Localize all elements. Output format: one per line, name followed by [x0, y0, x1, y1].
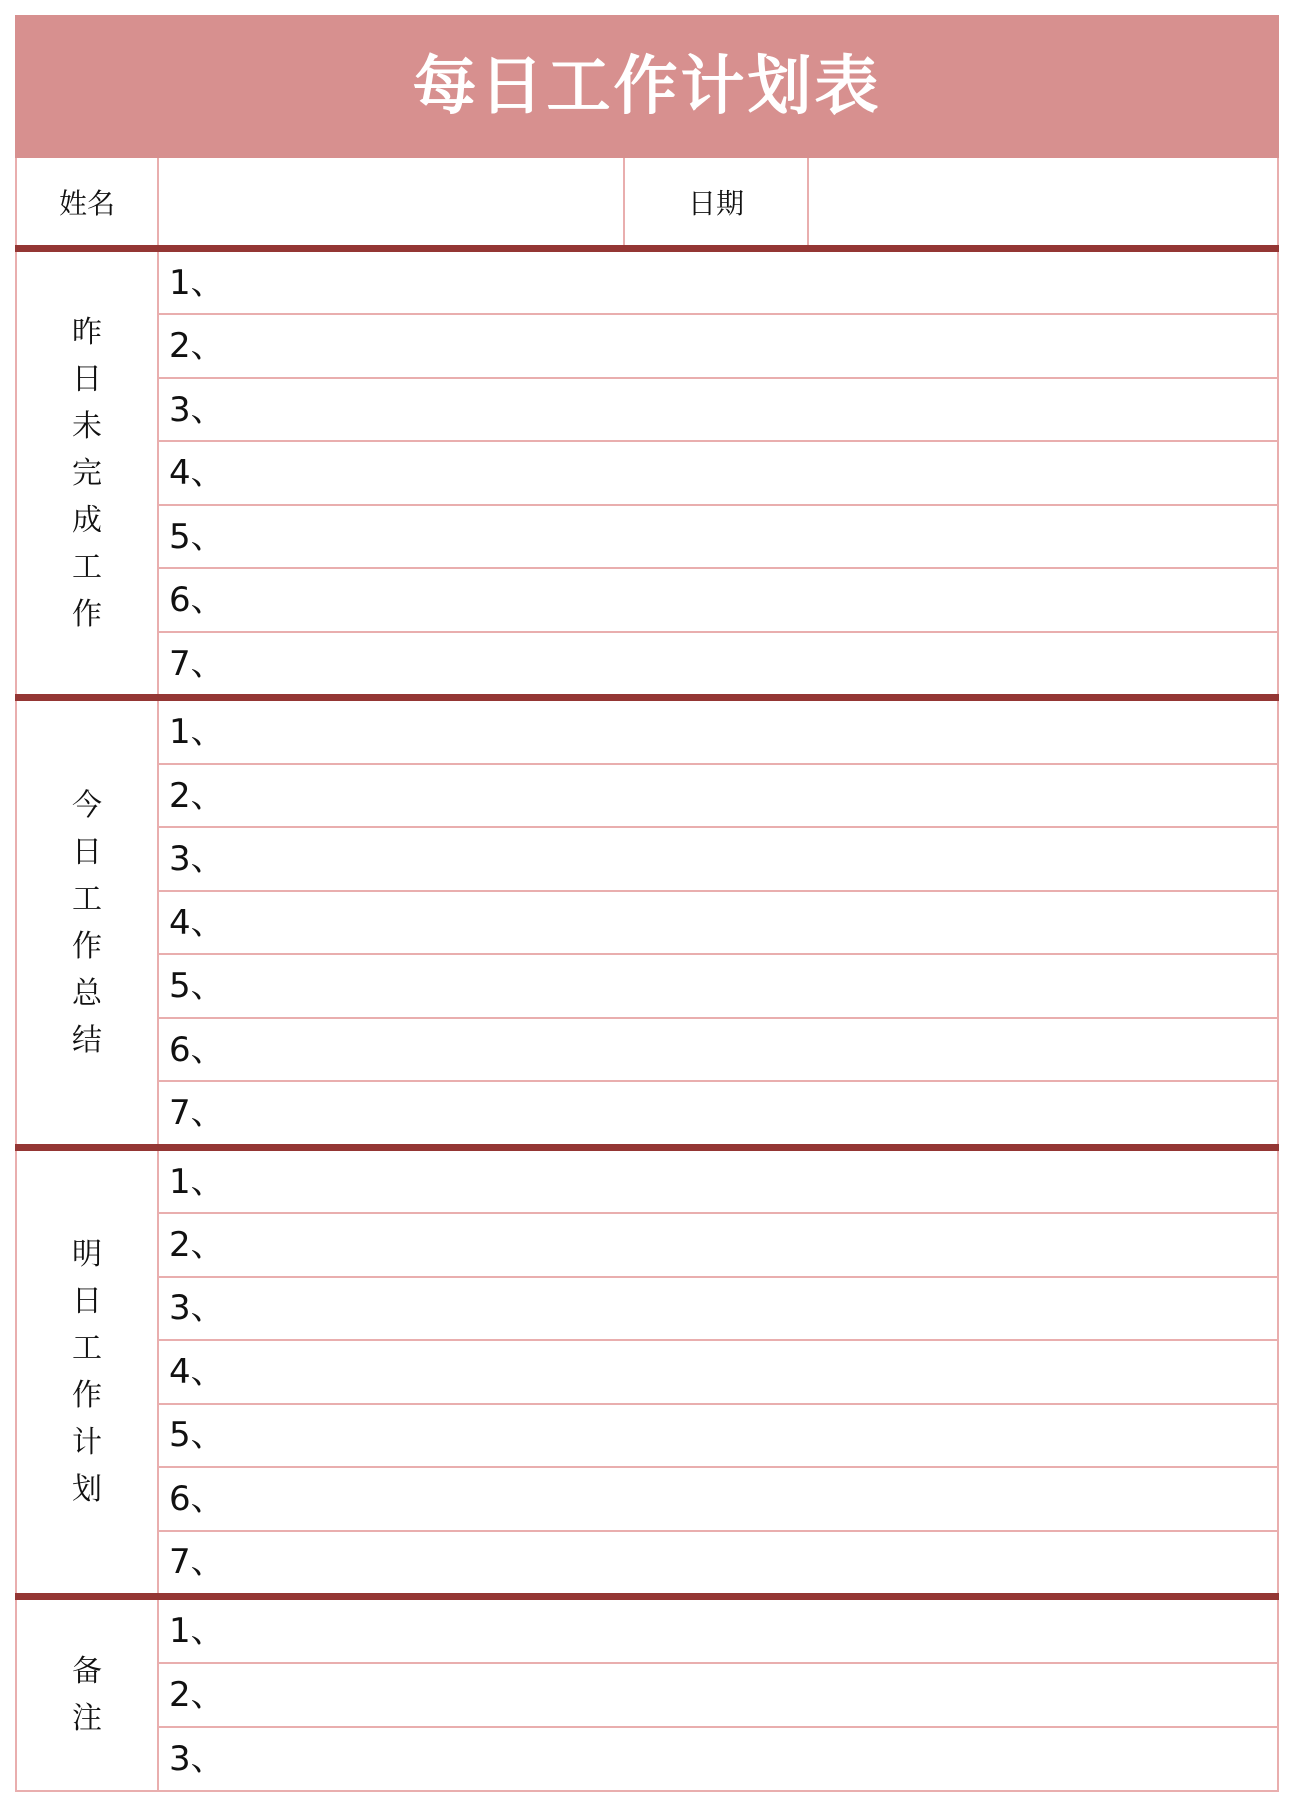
- row-number: 3、: [169, 839, 225, 880]
- row-number: 5、: [169, 516, 225, 557]
- section-rows: [159, 252, 1277, 694]
- task-row[interactable]: [159, 828, 1277, 891]
- task-row[interactable]: [159, 765, 1277, 828]
- row-number: 4、: [169, 902, 225, 943]
- section-rows: [159, 701, 1277, 1143]
- section-label: [17, 1600, 159, 1790]
- row-number: 3、: [169, 389, 225, 430]
- row-number: 6、: [169, 1029, 225, 1070]
- row-number: 1、: [169, 262, 225, 303]
- row-number: 1、: [169, 1611, 225, 1652]
- task-row[interactable]: [159, 1278, 1277, 1341]
- task-row[interactable]: [159, 1728, 1277, 1790]
- section-1: [17, 701, 1277, 1143]
- section-divider: [15, 245, 1279, 252]
- section-label: [17, 1151, 159, 1593]
- task-row[interactable]: [159, 506, 1277, 569]
- table-header: [15, 15, 1279, 158]
- row-number: 2、: [169, 775, 225, 816]
- section-divider: [15, 694, 1279, 701]
- sections-container: [17, 245, 1277, 1790]
- row-number: 7、: [169, 1542, 225, 1583]
- task-row[interactable]: [159, 1151, 1277, 1214]
- row-number: 1、: [169, 712, 225, 753]
- task-row[interactable]: [159, 1341, 1277, 1404]
- task-row[interactable]: [159, 1468, 1277, 1531]
- row-number: 2、: [169, 326, 225, 367]
- row-number: 3、: [169, 1738, 225, 1779]
- section-label-text: 备注: [72, 1653, 102, 1736]
- name-label: 姓名: [17, 158, 159, 245]
- section-rows: [159, 1151, 1277, 1593]
- task-row[interactable]: [159, 701, 1277, 764]
- row-number: 7、: [169, 643, 225, 684]
- row-number: 4、: [169, 453, 225, 494]
- section-2: [17, 1151, 1277, 1593]
- section-divider: [15, 1593, 1279, 1600]
- date-input-cell[interactable]: [809, 158, 1277, 245]
- task-row[interactable]: [159, 379, 1277, 442]
- row-number: 5、: [169, 966, 225, 1007]
- task-row[interactable]: [159, 955, 1277, 1018]
- task-row[interactable]: [159, 1600, 1277, 1664]
- row-number: 3、: [169, 1288, 225, 1329]
- row-number: 6、: [169, 1478, 225, 1519]
- task-row[interactable]: [159, 1405, 1277, 1468]
- task-row[interactable]: [159, 1214, 1277, 1277]
- section-label: [17, 252, 159, 694]
- row-number: 7、: [169, 1093, 225, 1134]
- section-3: [17, 1600, 1277, 1790]
- task-row[interactable]: [159, 1664, 1277, 1728]
- task-row[interactable]: [159, 1082, 1277, 1143]
- section-label-text: 昨日未完成工作: [72, 314, 102, 632]
- row-number: 2、: [169, 1674, 225, 1715]
- row-number: 6、: [169, 580, 225, 621]
- date-label: 日期: [625, 158, 809, 245]
- task-row[interactable]: [159, 442, 1277, 505]
- section-label-text: 今日工作总结: [72, 787, 102, 1058]
- daily-plan-table: [15, 15, 1279, 1792]
- row-number: 1、: [169, 1161, 225, 1202]
- section-label: [17, 701, 159, 1143]
- row-number: 2、: [169, 1225, 225, 1265]
- task-row[interactable]: [159, 633, 1277, 694]
- task-row[interactable]: [159, 252, 1277, 315]
- name-date-row: [17, 158, 1277, 245]
- task-row[interactable]: [159, 1019, 1277, 1082]
- section-divider: [15, 1144, 1279, 1151]
- row-number: 4、: [169, 1351, 225, 1392]
- task-row[interactable]: [159, 569, 1277, 632]
- section-label-text: 明日工作计划: [72, 1236, 102, 1507]
- page-title: 每日工作计划表: [412, 49, 882, 124]
- section-rows: [159, 1600, 1277, 1790]
- task-row[interactable]: [159, 892, 1277, 955]
- section-0: [17, 252, 1277, 694]
- task-row[interactable]: [159, 1532, 1277, 1593]
- task-row[interactable]: [159, 315, 1277, 378]
- row-number: 5、: [169, 1415, 225, 1456]
- name-input-cell[interactable]: [159, 158, 625, 245]
